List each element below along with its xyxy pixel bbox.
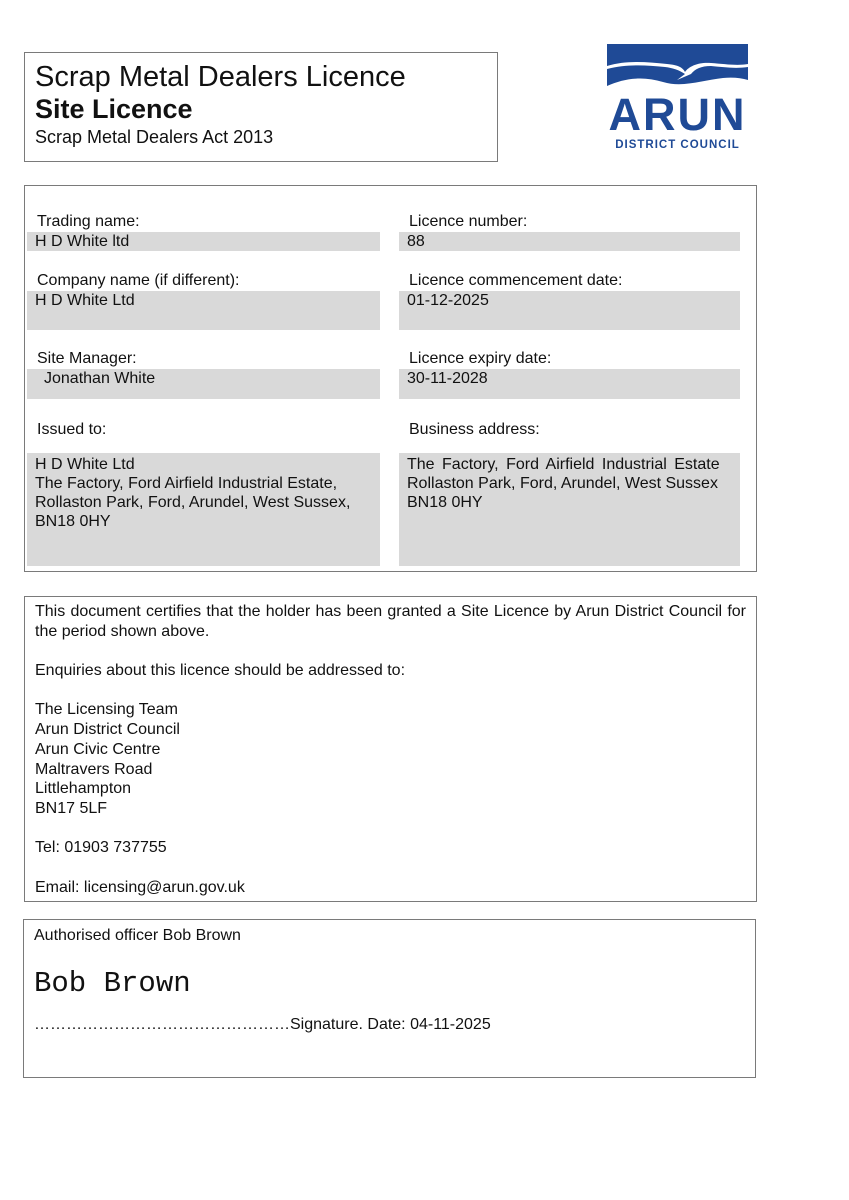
- business-address-field: [399, 420, 740, 566]
- issued-to-line: H D White Ltd: [35, 456, 135, 473]
- issued-to-label: Issued to:: [37, 421, 107, 438]
- certification-statement: This document certifies that the holder has been granted a Site Licence by Arun District Council for the period shown above.: [35, 603, 746, 640]
- licence-number-field: [399, 212, 740, 251]
- trading-name-value: H D White ltd: [27, 232, 380, 251]
- contact-telephone: Tel: 01903 737755: [35, 839, 167, 857]
- expiry-date-label: Licence expiry date:: [409, 350, 552, 367]
- logo-subtitle: DISTRICT COUNCIL: [615, 139, 740, 151]
- trading-name-label: Trading name:: [37, 213, 140, 230]
- site-manager-value: Jonathan White: [27, 369, 380, 399]
- document-title: Scrap Metal Dealers Licence: [35, 61, 406, 93]
- issued-to-line: Rollaston Park, Ford, Arundel, West Sussex,: [35, 494, 351, 511]
- enquiries-text: Enquiries about this licence should be addressed to:: [35, 662, 406, 680]
- issued-to-line: BN18 0HY: [35, 513, 111, 530]
- signature-box: [23, 919, 756, 1078]
- business-address-line: The Factory, Ford Airfield Industrial Estate: [407, 456, 720, 473]
- licence-number-label: Licence number:: [409, 213, 528, 230]
- licence-details-box: [24, 185, 757, 572]
- commencement-date-label: Licence commencement date:: [409, 272, 623, 289]
- company-name-field: [27, 271, 380, 330]
- issued-to-line: The Factory, Ford Airfield Industrial Estate,: [35, 475, 338, 492]
- business-address-value: [399, 453, 740, 566]
- authorised-officer: Authorised officer Bob Brown: [34, 927, 241, 944]
- contact-address-line: Littlehampton: [35, 780, 132, 798]
- business-address-label: Business address:: [409, 421, 540, 438]
- business-address-line: BN18 0HY: [407, 494, 483, 511]
- contact-email: Email: licensing@arun.gov.uk: [35, 878, 245, 896]
- contact-address-line: Arun District Council: [35, 721, 180, 739]
- contact-address-line: Arun Civic Centre: [35, 740, 161, 758]
- contact-address-line: Maltravers Road: [35, 760, 153, 778]
- certification-box: [24, 596, 757, 902]
- commencement-date-field: [399, 271, 740, 330]
- wave-seagull-emblem-icon: [607, 44, 748, 94]
- licence-title-box: [24, 52, 498, 162]
- licence-number-value: 88: [399, 232, 740, 251]
- issued-to-value: [27, 453, 380, 566]
- legislation-act: Scrap Metal Dealers Act 2013: [35, 127, 274, 147]
- logo-wordmark: ARUN: [608, 89, 747, 140]
- licence-type-heading: Site Licence: [35, 94, 193, 124]
- site-manager-field: [27, 349, 380, 399]
- contact-address-line: BN17 5LF: [35, 800, 108, 817]
- issued-to-field: [27, 420, 380, 566]
- officer-signature-name: Bob Brown: [34, 967, 191, 1000]
- business-address-line: Rollaston Park, Ford, Arundel, West Sussex: [407, 475, 718, 492]
- company-name-label: Company name (if different):: [37, 272, 240, 289]
- trading-name-field: [27, 212, 380, 251]
- arun-district-council-logo: [607, 44, 748, 152]
- expiry-date-field: [399, 349, 740, 399]
- company-name-value: H D White Ltd: [27, 291, 380, 330]
- commencement-date-value: 01-12-2025: [399, 291, 740, 330]
- signature-date-line: …………………………………………Signature. Date: 04-11-2025: [34, 1016, 491, 1033]
- site-manager-label: Site Manager:: [37, 350, 137, 367]
- expiry-date-value: 30-11-2028: [399, 369, 740, 399]
- contact-address-line: The Licensing Team: [35, 701, 178, 719]
